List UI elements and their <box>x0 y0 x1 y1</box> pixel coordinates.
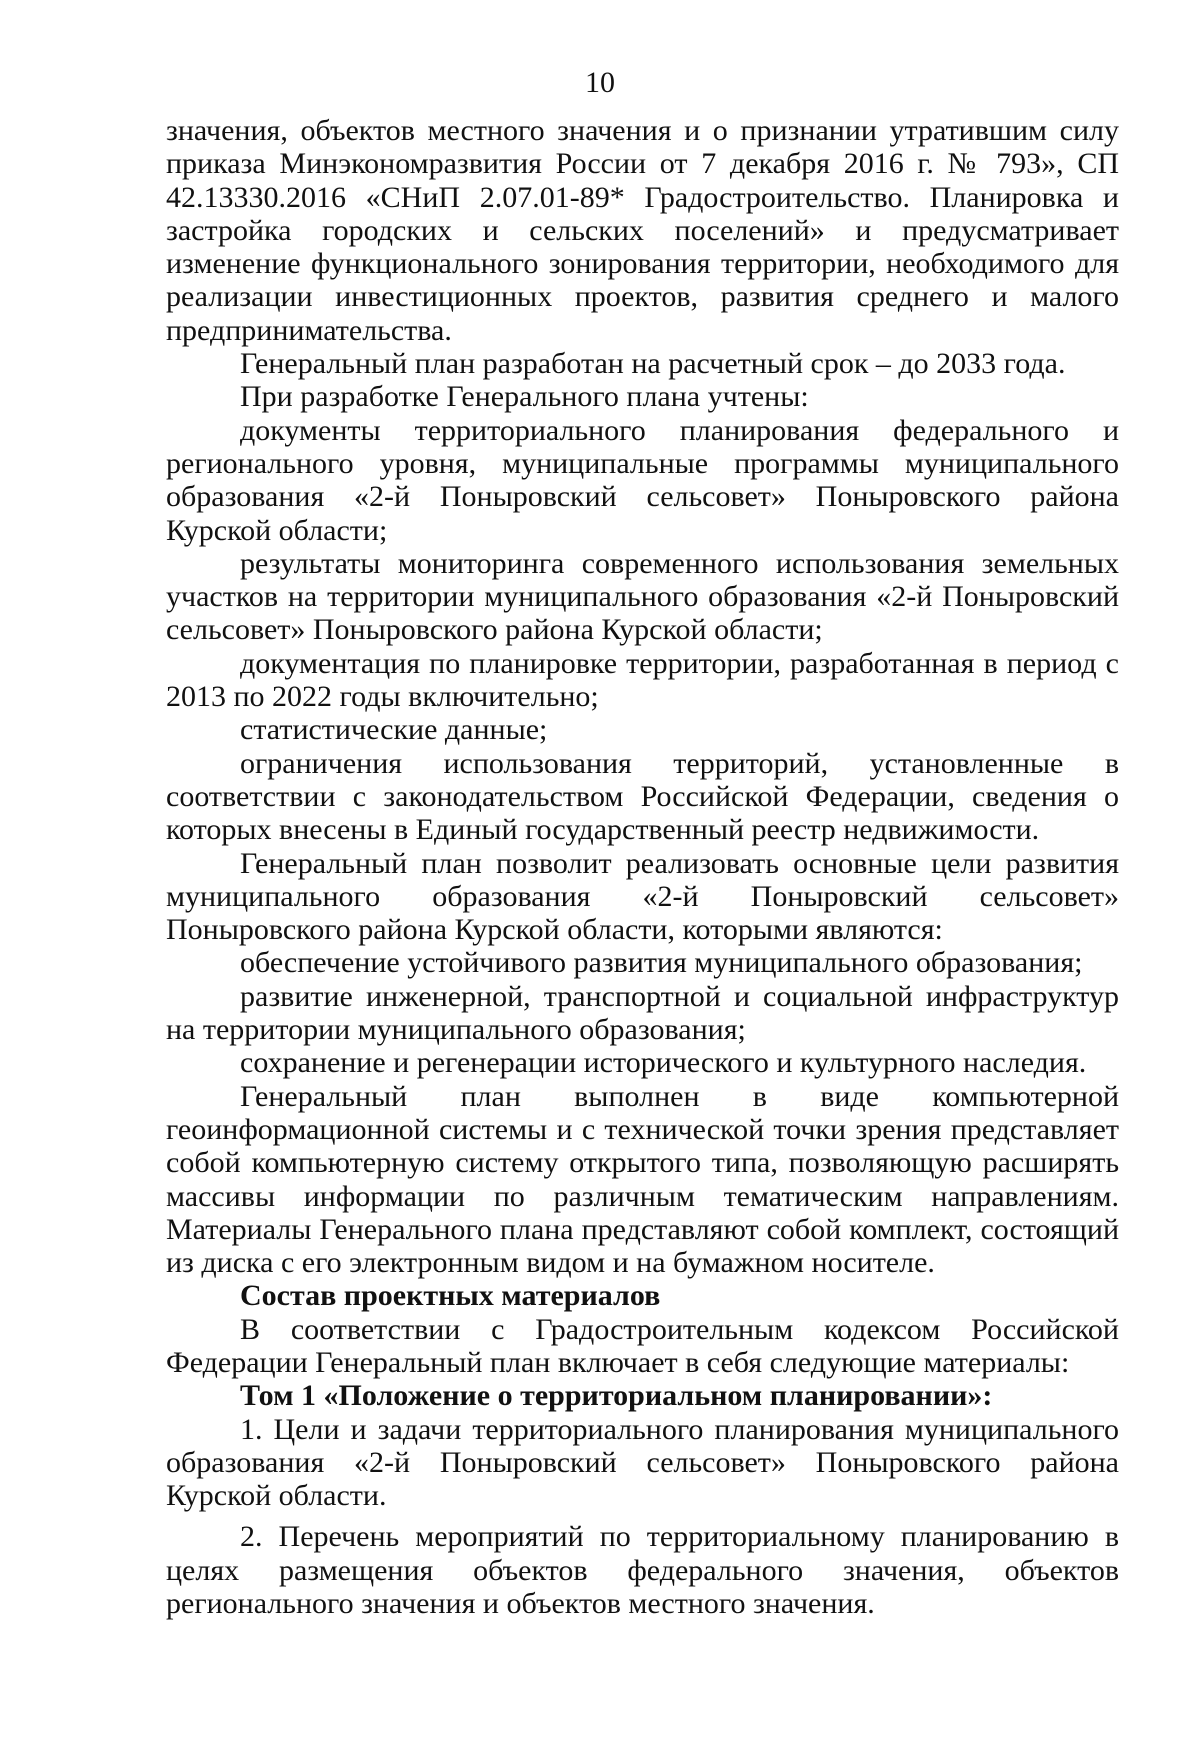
section-heading-project-materials: Состав проектных материалов <box>240 1279 661 1313</box>
numbered-item-2: 2. Перечень мероприятий по территориальному планированию в целях размещения объектов федерального значения, объектов регионального значения и объектов местного значения. <box>166 1520 1119 1621</box>
paragraph-materials-intro: В соответствии с Градостроительным кодексом Российской Федерации Генеральный план включает в себя следующие материалы: <box>166 1312 1119 1379</box>
paragraph-planning-period: Генеральный план разработан на расчетный срок – до 2033 года. <box>240 347 1066 381</box>
paragraph-continuation: значения, объектов местного значения и о признании утратившим силу приказа Минэкономразвития России от 7 декабря 2016 г. № 793», СП 42.13330.2016 «СНиП 2.07.01-89* Градостроительство. Планировка и застройка городских и сельских поселений» и предусматривает изменение функционального зонирования территории, необходимого для реализации инвестиционных проектов, развития среднего и малого предпринимательства. <box>166 114 1119 347</box>
paragraph-considered-intro: При разработке Генерального плана учтены: <box>240 380 809 414</box>
list-item-restrictions: ограничения использования территорий, установленные в соответствии с законодательством Российской Федерации, сведения о которых внесены в Единый государственный реестр недвижимости. <box>166 746 1119 847</box>
paragraph-gis-description: Генеральный план выполнен в виде компьютерной геоинформационной системы и с технической точки зрения представляет собой компьютерную систему открытого типа, позволяющую расширять массивы информации по различным тематическим направлениям. Материалы Генерального плана представляют собой комплект, состоящий из диска с его электронным видом и на бумажном носителе. <box>166 1079 1119 1280</box>
numbered-item-1: 1. Цели и задачи территориального планирования муниципального образования «2-й Поныровский сельсовет» Поныровского района Курской области. <box>166 1412 1119 1513</box>
list-item-sustainable-development: обеспечение устойчивого развития муниципального образования; <box>240 946 1083 980</box>
list-item-infrastructure: развитие инженерной, транспортной и социальной инфраструктур на территории муниципального образования; <box>166 979 1119 1047</box>
document-body <box>166 114 1119 1620</box>
list-item-heritage: сохранение и регенерации исторического и культурного наследия. <box>240 1046 1087 1080</box>
paragraph-goals-intro: Генеральный план позволит реализовать основные цели развития муниципального образования «2-й Поныровский сельсовет» Поныровского района Курской области, которыми являются: <box>166 846 1119 947</box>
list-item-planning-documents: документы территориального планирования федерального и регионального уровня, муниципальные программы муниципального образования «2-й Поныровский сельсовет» Поныровского района Курской области; <box>166 413 1119 547</box>
list-item-statistics: статистические данные; <box>240 713 548 747</box>
page-number: 10 <box>585 66 615 99</box>
list-item-monitoring-results: результаты мониторинга современного использования земельных участков на территории муниципального образования «2-й Поныровский сельсовет» Поныровского района Курской области; <box>166 546 1119 647</box>
list-item-planning-documentation: документация по планировке территории, разработанная в период с 2013 по 2022 годы включительно; <box>166 646 1119 714</box>
volume-heading: Том 1 «Положение о территориальном планировании»: <box>240 1379 993 1413</box>
